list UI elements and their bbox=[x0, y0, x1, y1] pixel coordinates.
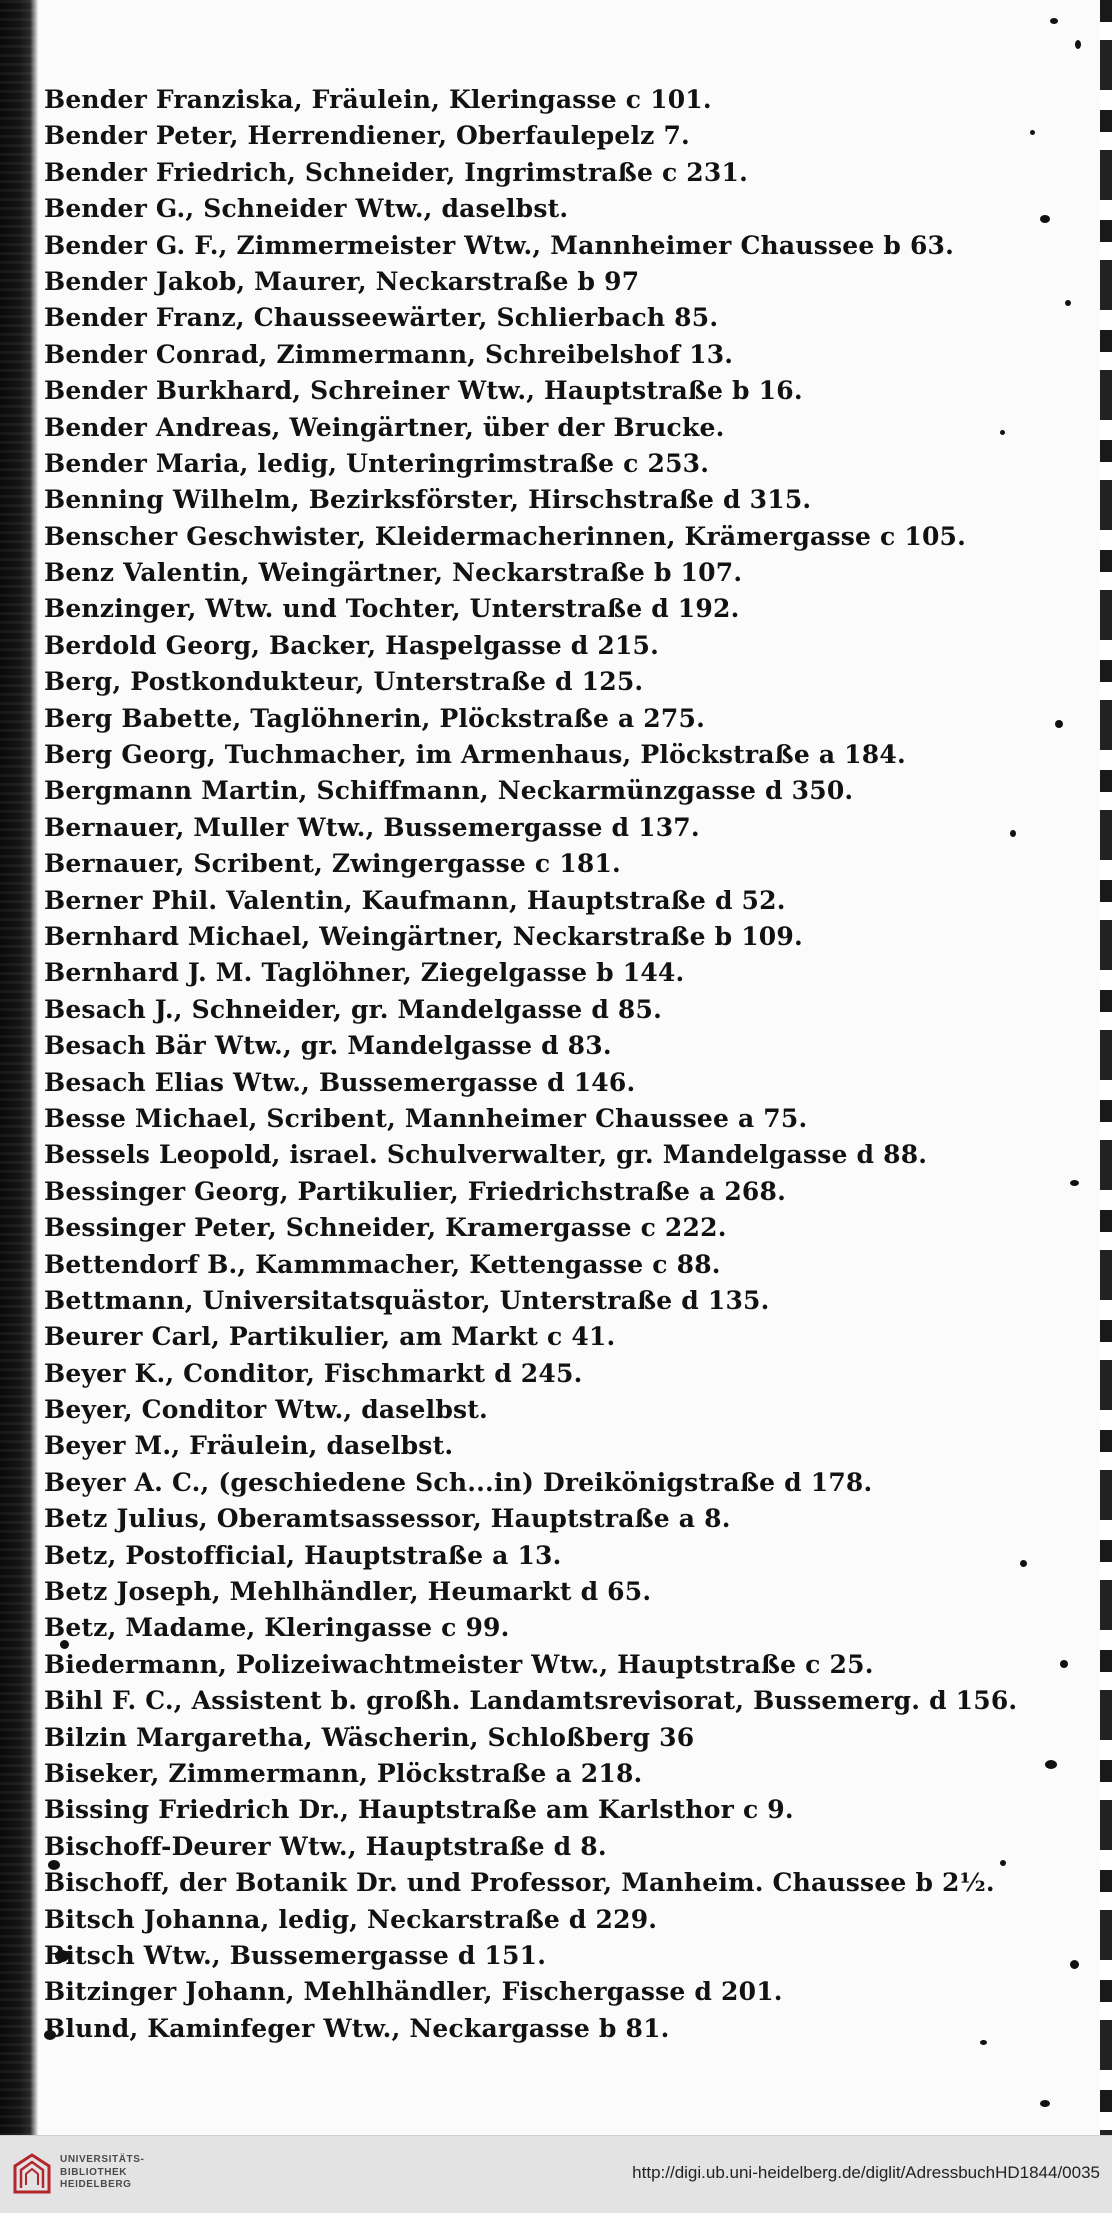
source-url-link[interactable]: http://digi.ub.uni-heidelberg.de/diglit/AdressbuchHD1844/0035 bbox=[632, 2163, 1100, 2182]
page-edge-noise bbox=[1100, 0, 1112, 2135]
page-gutter-shadow bbox=[0, 0, 38, 2135]
address-entry: Bender Maria, ledig, Unteringrimstraße c 253. bbox=[44, 448, 710, 478]
address-entry: Berdold Georg, Backer, Haspelgasse d 215. bbox=[44, 630, 660, 660]
address-entry: Betz Julius, Oberamtsassessor, Hauptstraße a 8. bbox=[44, 1504, 731, 1534]
address-entry: Bender Conrad, Zimmermann, Schreibelshof 13. bbox=[44, 339, 734, 369]
address-entry: Biedermann, Polizeiwachtmeister Wtw., Hauptstraße c 25. bbox=[44, 1649, 874, 1679]
address-entry: Benning Wilhelm, Bezirksförster, Hirschstraße d 315. bbox=[44, 485, 812, 515]
address-entry: Bitsch Wtw., Bussemergasse d 151. bbox=[44, 1940, 547, 1970]
library-name bbox=[60, 2154, 144, 2192]
address-entry: Bischoff, der Botanik Dr. und Professor, Manheim. Chaussee b 2½. bbox=[44, 1868, 995, 1898]
address-entry: Bessels Leopold, israel. Schulverwalter, gr. Mandelgasse d 88. bbox=[44, 1140, 928, 1170]
address-entry: Benscher Geschwister, Kleidermacherinnen, Krämergasse c 105. bbox=[44, 521, 967, 551]
address-entry: Bernauer, Muller Wtw., Bussemergasse d 137. bbox=[44, 812, 700, 842]
address-entry: Bernhard Michael, Weingärtner, Neckarstraße b 109. bbox=[44, 921, 803, 951]
address-entry: Bettmann, Universitatsquästor, Unterstraße d 135. bbox=[44, 1285, 770, 1315]
address-entry: Bender Andreas, Weingärtner, über der Brucke. bbox=[44, 412, 725, 442]
address-entry: Bessinger Peter, Schneider, Kramergasse c 222. bbox=[44, 1213, 727, 1243]
address-entry: Besach Bär Wtw., gr. Mandelgasse d 83. bbox=[44, 1031, 612, 1061]
university-seal-icon[interactable] bbox=[12, 2152, 52, 2196]
address-entry: Bettendorf B., Kammmacher, Kettengasse c 88. bbox=[44, 1249, 721, 1279]
library-name-line: UNIVERSITÄTS- bbox=[60, 2154, 145, 2165]
address-entry: Bessinger Georg, Partikulier, Friedrichstraße a 268. bbox=[44, 1176, 787, 1206]
address-entry: Bender Franz, Chausseewärter, Schlierbach 85. bbox=[44, 303, 719, 333]
address-entry: Bender Friedrich, Schneider, Ingrimstraße c 231. bbox=[44, 157, 748, 187]
library-name-line: HEIDELBERG bbox=[60, 2179, 132, 2190]
address-entry: Beurer Carl, Partikulier, am Markt c 41. bbox=[44, 1322, 616, 1352]
library-name-line: BIBLIOTHEK bbox=[60, 2166, 128, 2178]
address-entry: Bihl F. C., Assistent b. großh. Landamtsrevisorat, Bussemerg. d 156. bbox=[44, 1686, 1018, 1716]
viewer-footer bbox=[0, 2135, 1112, 2213]
address-entry: Bender G., Schneider Wtw., daselbst. bbox=[44, 194, 569, 224]
address-entry: Bitzinger Johann, Mehlhändler, Fischergasse d 201. bbox=[44, 1977, 783, 2007]
address-entry: Berg Babette, Taglöhnerin, Plöckstraße a 275. bbox=[44, 703, 705, 733]
address-entry: Bitsch Johanna, ledig, Neckarstraße d 229. bbox=[44, 1904, 658, 1934]
address-entry: Bender Burkhard, Schreiner Wtw., Hauptstraße b 16. bbox=[44, 376, 803, 406]
address-entry: Besse Michael, Scribent, Mannheimer Chaussee a 75. bbox=[44, 1103, 808, 1133]
address-entry: Bender Franziska, Fräulein, Kleringasse c 101. bbox=[44, 85, 712, 114]
address-entry: Beyer M., Fräulein, daselbst. bbox=[44, 1431, 454, 1461]
address-entry: Beyer, Conditor Wtw., daselbst. bbox=[44, 1395, 488, 1425]
address-entry-list bbox=[44, 82, 1084, 2047]
address-entry: Bergmann Martin, Schiffmann, Neckarmünzgasse d 350. bbox=[44, 776, 854, 806]
address-entry: Bilzin Margaretha, Wäscherin, Schloßberg 36 bbox=[44, 1722, 695, 1752]
address-entry: Berner Phil. Valentin, Kaufmann, Hauptstraße d 52. bbox=[44, 885, 786, 915]
address-entry: Bender Jakob, Maurer, Neckarstraße b 97 bbox=[44, 266, 640, 296]
address-entry: Betz Joseph, Mehlhändler, Heumarkt d 65. bbox=[44, 1577, 652, 1607]
address-entry: Besach J., Schneider, gr. Mandelgasse d 85. bbox=[44, 994, 662, 1024]
address-entry: Bender G. F., Zimmermeister Wtw., Mannheimer Chaussee b 63. bbox=[44, 230, 955, 260]
address-entry: Bernauer, Scribent, Zwingergasse c 181. bbox=[44, 849, 621, 879]
address-entry: Beyer K., Conditor, Fischmarkt d 245. bbox=[44, 1358, 583, 1388]
address-entry: Betz, Postofficial, Hauptstraße a 13. bbox=[44, 1540, 562, 1570]
address-entry: Beyer A. C., (geschiedene Sch...in) Dreikönigstraße d 178. bbox=[44, 1467, 873, 1497]
address-entry: Blund, Kaminfeger Wtw., Neckargasse b 81. bbox=[44, 2013, 670, 2043]
address-entry: Bischoff-Deurer Wtw., Hauptstraße d 8. bbox=[44, 1831, 607, 1861]
address-entry: Berg Georg, Tuchmacher, im Armenhaus, Plöckstraße a 184. bbox=[44, 740, 906, 770]
address-entry: Benzinger, Wtw. und Tochter, Unterstraße d 192. bbox=[44, 594, 740, 624]
address-entry: Besach Elias Wtw., Bussemergasse d 146. bbox=[44, 1067, 636, 1097]
address-entry: Bissing Friedrich Dr., Hauptstraße am Karlsthor c 9. bbox=[44, 1795, 794, 1825]
address-entry: Berg, Postkondukteur, Unterstraße d 125. bbox=[44, 667, 644, 697]
address-entry: Bernhard J. M. Taglöhner, Ziegelgasse b 144. bbox=[44, 958, 685, 988]
address-entry: Benz Valentin, Weingärtner, Neckarstraße b 107. bbox=[44, 558, 743, 588]
address-entry: Betz, Madame, Kleringasse c 99. bbox=[44, 1613, 510, 1643]
address-entry: Biseker, Zimmermann, Plöckstraße a 218. bbox=[44, 1758, 643, 1788]
address-entry: Bender Peter, Herrendiener, Oberfaulepelz 7. bbox=[44, 121, 690, 151]
